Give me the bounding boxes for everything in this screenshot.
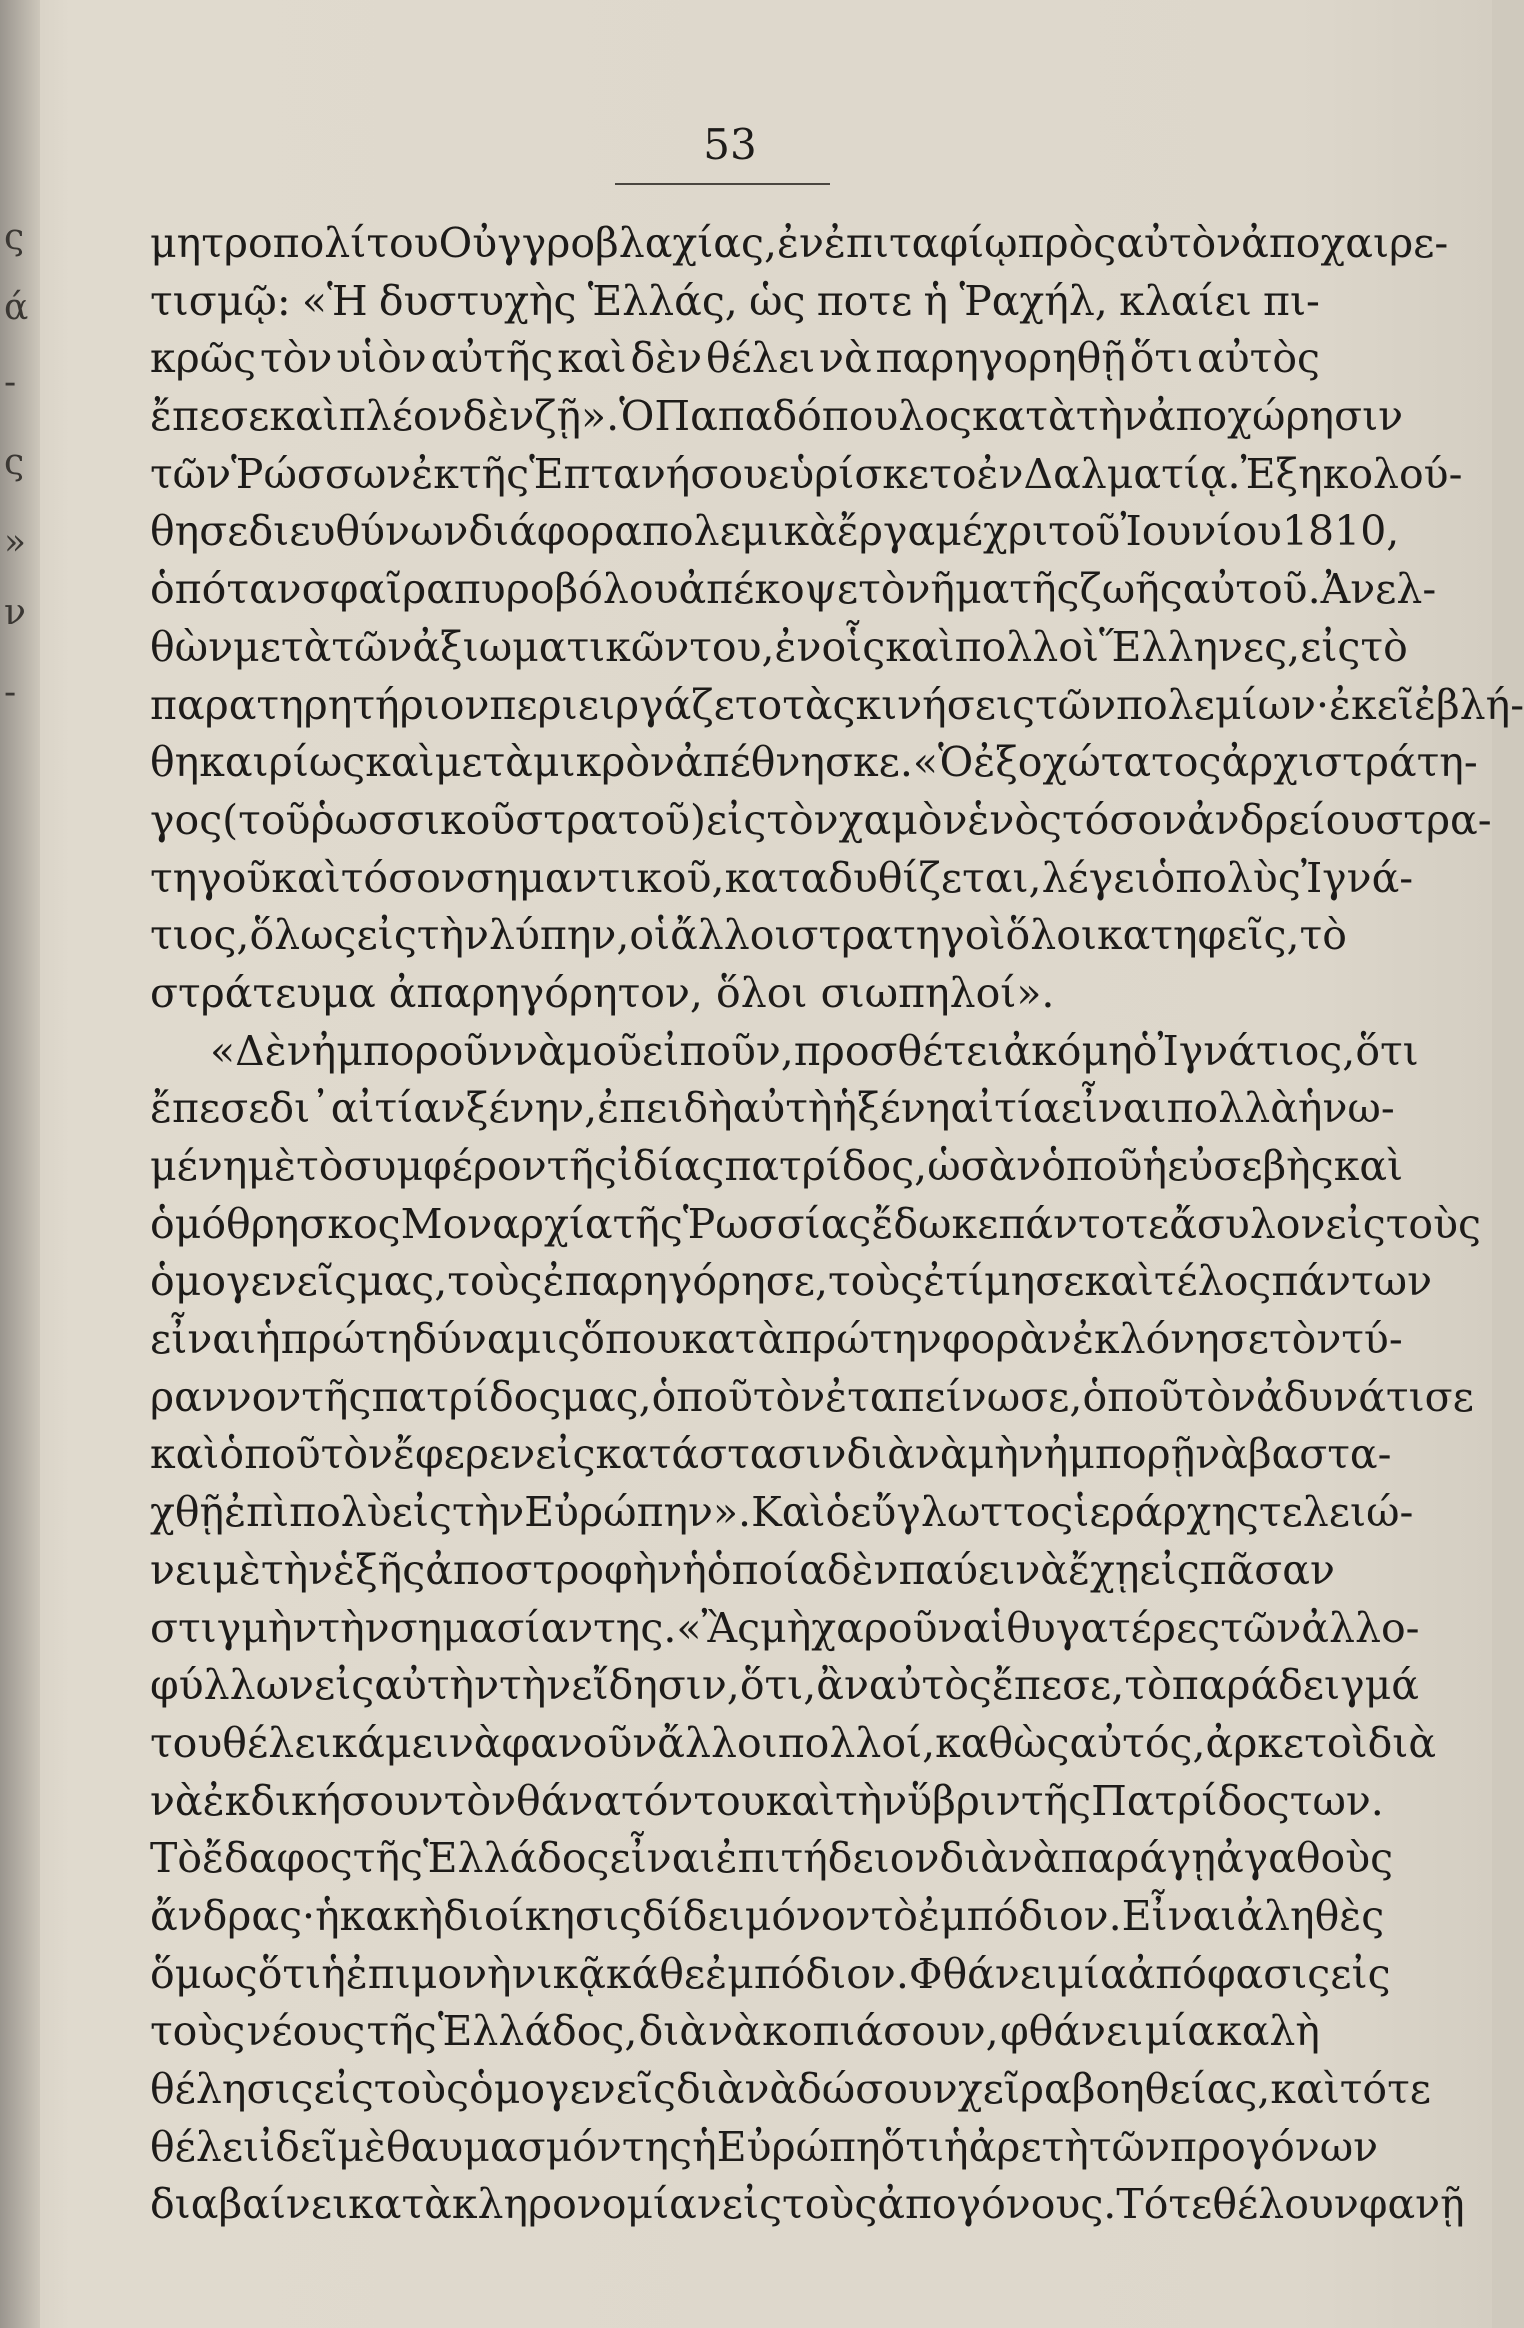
- text-line: θὼν μετὰ τῶν ἀξιωματικῶν του, ἐν οἷς καὶ πολλοὶ Ἕλληνες, εἰς τὸ: [150, 622, 1408, 671]
- facing-page-fragment: ς: [4, 442, 25, 483]
- facing-page-fragment: ς: [4, 217, 25, 258]
- text-line: ὁπόταν σφαῖρα πυροβόλου ἀπέκοψε τὸ νῆμα τῆς ζωῆς αὐτοῦ. Ἀνελ-: [150, 565, 1437, 614]
- text-line: μένη μὲ τὸ συμφέρον τῆς ἰδίας πατρίδος, ὡσὰν ὁποῦ ἡ εὐσεβὴς καὶ: [150, 1142, 1404, 1190]
- text-line: τῶν Ῥώσσων ἐκ τῆς Ἑπτανήσου εὑρίσκετο ἐν Δαλματίᾳ. Ἐξηκολού-: [150, 449, 1463, 498]
- facing-page-fragment: ά: [4, 287, 29, 328]
- text-line: μητροπολίτου Οὐγγροβλαχίας, ἐν ἐπιταφίῳ πρὸς αὐτὸν ἀποχαιρε-: [150, 219, 1449, 267]
- text-line: ραννον τῆς πατρίδος μας, ὁποῦ τὸν ἐταπείνωσε, ὁποῦ τὸν ἀδυνάτισε: [150, 1372, 1474, 1421]
- page-number-rule: [615, 183, 830, 185]
- text-line: ὁμογενεῖς μας, τοὺς ἐπαρηγόρησε, τοὺς ἐτίμησε καὶ τέλος πάντων: [150, 1257, 1433, 1306]
- text-line: νὰ ἐκδικήσουν τὸν θάνατόν του καὶ τὴν ὕβριν τῆς Πατρίδος των.: [150, 1776, 1384, 1825]
- facing-page-fragment: -: [4, 362, 17, 403]
- text-line: ὅμως ὅτι ἡ ἐπιμονὴ νικᾷ κάθε ἐμπόδιον. Φθάνει μία ἀπόφασις εἰς: [150, 1949, 1391, 1998]
- text-line: ἄνδρας· ἡ κακὴ διοίκησις δίδει μόνον τὸ ἐμπόδιον. Εἶναι ἀληθὲς: [150, 1891, 1385, 1940]
- text-line: παρατηρητήριον περιειργάζετο τὰς κινήσεις τῶν πολεμίων· ἐκεῖ ἐβλή-: [150, 680, 1524, 729]
- facing-page-fragment: -: [4, 672, 17, 713]
- text-line: τισμῷ: «Ἡ δυστυχὴς Ἑλλάς, ὡς ποτε ἡ Ῥαχήλ, κλαίει πι-: [150, 276, 1320, 325]
- text-line: θέλει ἰδεῖ μὲ θαυμασμόν της ἡ Εὐρώπη ὅτι ἡ ἀρετὴ τῶν προγόνων: [150, 2122, 1379, 2171]
- text-line: Τὸ ἔδαφος τῆς Ἑλλάδος εἶναι ἐπιτήδειον διὰ νὰ παράγῃ ἀγαθοὺς: [150, 1834, 1394, 1883]
- text-line: τιος, ὅλως εἰς τὴν λύπην, οἱ ἄλλοι στρατηγοὶ ὅλοι κατηφεῖς, τὸ: [150, 911, 1347, 960]
- text-line: κρῶς τὸν υἱὸν αὐτῆς καὶ δὲν θέλει νὰ παρηγορηθῇ ὅτι αὐτὸς: [150, 334, 1320, 383]
- text-line: νει μὲ τὴν ἑξῆς ἀποστροφὴν ἡ ὁποία δὲν παύει νὰ ἔχῃ εἰς πᾶσαν: [150, 1545, 1335, 1594]
- facing-page-edge: [0, 0, 40, 2328]
- text-line: στράτευμα ἀπαρηγόρητον, ὅλοι σιωπηλοί».: [150, 968, 1055, 1017]
- text-line: καὶ ὁποῦ τὸν ἔφερεν εἰς κατάστασιν διὰ νὰ μὴν ἠμπορῇ νὰ βαστα-: [150, 1430, 1392, 1479]
- facing-page-fragment: ν: [4, 592, 26, 633]
- text-line: θησε διευθύνων διάφορα πολεμικὰ ἔργα μέχρι τοῦ Ἰουνίου 1810,: [150, 507, 1400, 556]
- text-line: τοὺς νέους τῆς Ἑλλάδος, διὰ νὰ κοπιάσουν, φθάνει μία καλὴ: [150, 2007, 1320, 2056]
- body-text: [150, 215, 1524, 2234]
- text-line: θέλησις εἰς τοὺς ὁμογενεῖς διὰ νὰ δώσουν χεῖρα βοηθείας, καὶ τότε: [150, 2065, 1432, 2113]
- text-line: τηγοῦ καὶ τόσον σημαντικοῦ, καταδυθίζεται, λέγει ὁ πολὺς Ἰγνά-: [150, 853, 1414, 902]
- text-line: γος (τοῦ ῥωσσικοῦ στρατοῦ) εἰς τὸν χαμὸν ἑνὸς τόσον ἀνδρείου στρα-: [150, 795, 1492, 844]
- text-line: στιγμὴν τὴν σημασίαν της. «Ἂς μὴ χαροῦν αἱ θυγατέρες τῶν ἀλλο-: [150, 1603, 1420, 1652]
- text-line: ὁμόθρησκος Μοναρχία τῆς Ῥωσσίας ἔδωκε πάντοτε ἄσυλον εἰς τοὺς: [150, 1199, 1481, 1248]
- text-line: χθῇ ἐπὶ πολὺ εἰς τὴν Εὐρώπην». Καὶ ὁ εὔγλωττος ἱεράρχης τελειώ-: [150, 1488, 1414, 1537]
- facing-page-fragment: »: [4, 522, 27, 563]
- text-line: του θέλει κάμει νὰ φανοῦν ἄλλοι πολλοί, καθὼς αὐτός, ἀρκετοὶ διὰ: [150, 1718, 1437, 1767]
- text-line: διαβαίνει κατὰ κληρονομίαν εἰς τοὺς ἀπογόνους. Τότε θέλουν φανῇ: [150, 2180, 1465, 2229]
- text-line: φύλλων εἰς αὐτὴν τὴν εἴδησιν, ὅτι, ἂν αὐτὸς ἔπεσε, τὸ παράδειγμά: [150, 1661, 1419, 1710]
- text-line: ἔπεσε δι᾽ αἰτίαν ξένην, ἐπειδὴ αὐτὴ ἡ ξένη αἰτία εἶναι πολλὰ ἡνω-: [150, 1084, 1395, 1133]
- text-line: εἶναι ἡ πρώτη δύναμις ὅπου κατὰ πρώτην φορὰν ἐκλόνησε τὸν τύ-: [150, 1315, 1403, 1364]
- text-line: ἔπεσε καὶ πλέον δὲν ζῇ». Ὁ Παπαδόπουλος κατὰ τὴν ἀποχώρησιν: [150, 392, 1404, 441]
- text-line: «Δὲν ἠμποροῦν νὰ μοῦ εἰποῦν, προσθέτει ἀκόμη ὁ Ἰγνάτιος, ὅτι: [210, 1026, 1419, 1075]
- text-line: θη καιρίως καὶ μετὰ μικρὸν ἀπέθνησκε. «Ὁ ἐξοχώτατος ἀρχιστράτη-: [150, 738, 1478, 787]
- page-number: 53: [703, 120, 757, 169]
